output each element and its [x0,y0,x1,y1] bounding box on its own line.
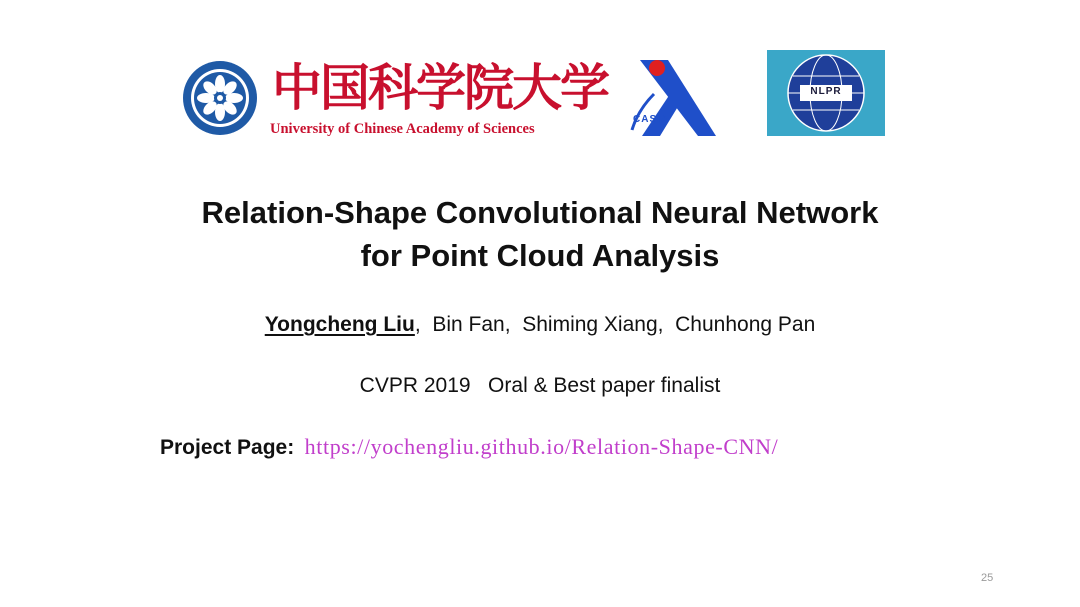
paper-title-line-2: for Point Cloud Analysis [360,238,720,273]
ucas-english-name: University of Chinese Academy of Sciences [270,121,535,137]
casia-label: CASIA [633,114,670,125]
ucas-chinese-name: 中国科学院大学 [272,58,608,117]
author-list [0,313,1080,337]
venue-line: CVPR 2019 Oral & Best paper finalist [359,374,721,397]
paper-title-line-1: Relation-Shape Convolutional Neural Network [201,195,879,230]
project-page-link[interactable]: https://yochengliu.github.io/Relation-Shape-CNN/ [304,434,779,459]
project-page-line [160,434,778,460]
project-page-label: Project Page: [160,436,295,459]
ucas-logo [182,58,608,140]
nlpr-label: NLPR [810,86,842,97]
slide-number: 25 [981,572,994,584]
other-authors: , Bin Fan, Shiming Xiang, Chunhong Pan [414,313,816,336]
first-author: Yongcheng Liu [264,313,415,336]
ucas-seal-icon [182,60,258,136]
